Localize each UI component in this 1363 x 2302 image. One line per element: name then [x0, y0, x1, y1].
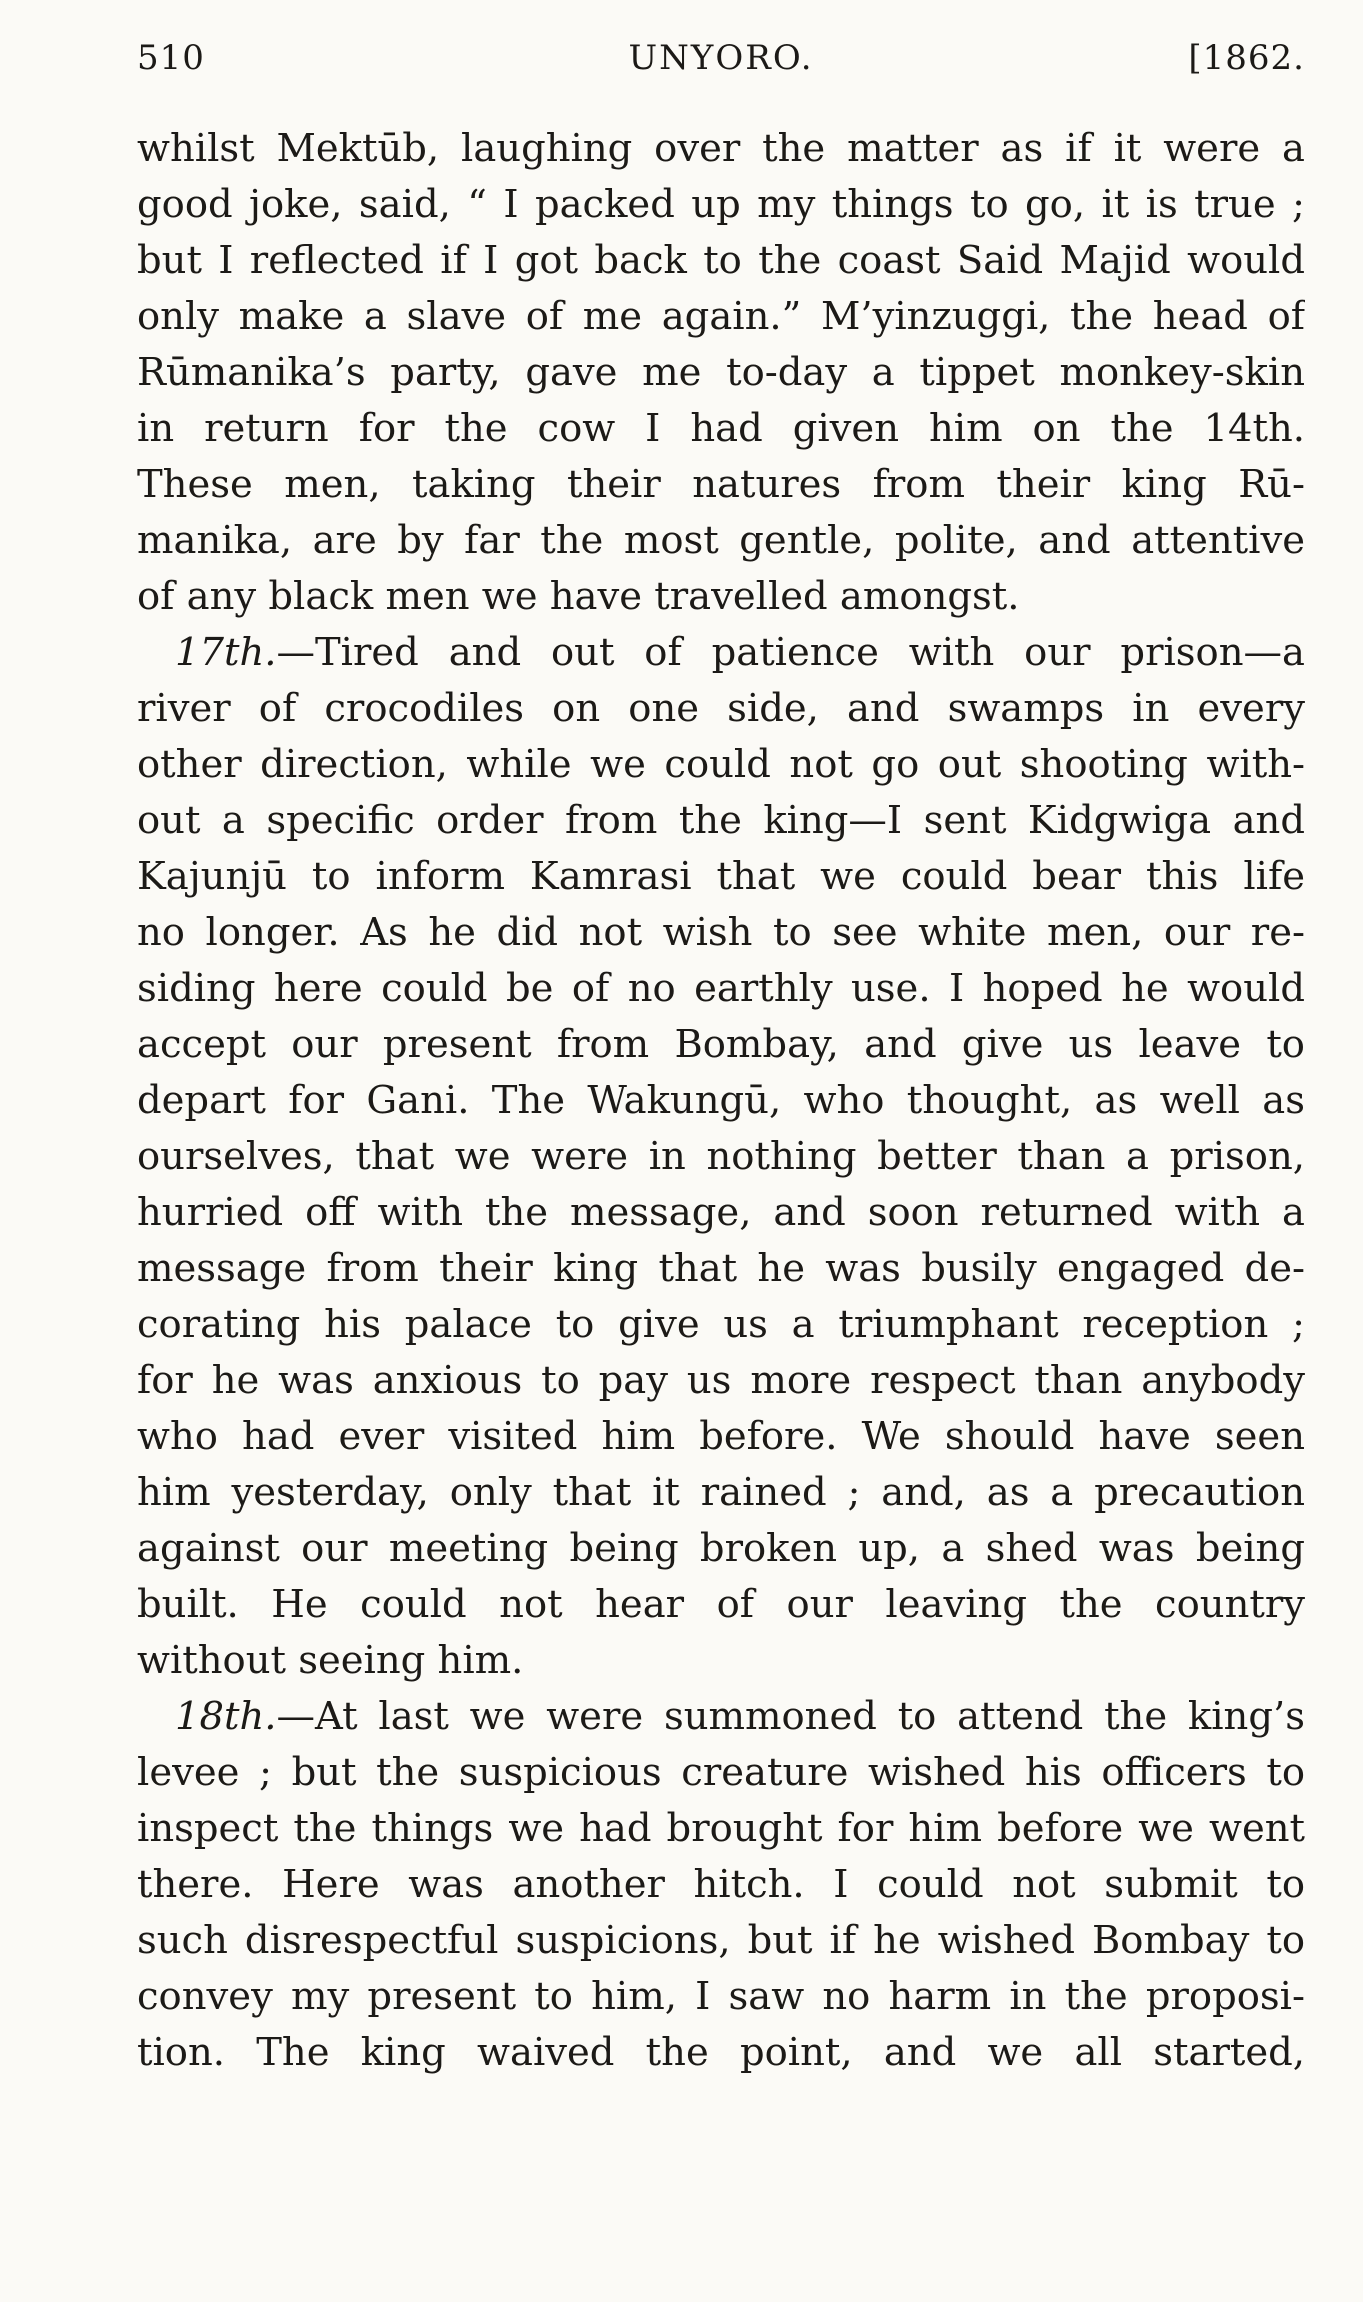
text-line	[137, 1857, 1305, 1913]
line-text: inspect the things we had brought for him before we went	[137, 1806, 1305, 1851]
text-line	[137, 1745, 1305, 1801]
line-text: corating his palace to give us a triumphant reception ;	[137, 1302, 1305, 1347]
line-text: Rūmanika’s party, gave me to-day a tippet monkey-skin	[137, 350, 1305, 395]
text-line	[137, 737, 1305, 793]
line-text: accept our present from Bombay, and give us leave to	[137, 1022, 1305, 1067]
text-line	[137, 457, 1305, 513]
line-text: other direction, while we could not go out shooting with-	[137, 742, 1305, 787]
line-text: in return for the cow I had given him on the 14th.	[137, 406, 1305, 451]
text-line	[137, 681, 1305, 737]
body-text	[137, 121, 1305, 2081]
journal-date: 18th.	[175, 1694, 277, 1739]
line-text: depart for Gani. The Wakungū, who thought, as well as	[137, 1078, 1305, 1123]
text-line	[137, 121, 1305, 177]
text-line	[137, 2025, 1305, 2081]
text-line	[137, 1633, 1305, 1689]
line-text: for he was anxious to pay us more respect than anybody	[137, 1358, 1305, 1403]
line-text: without seeing him.	[137, 1638, 524, 1683]
line-text: hurried off with the message, and soon returned with a	[137, 1190, 1305, 1235]
line-text: there. Here was another hitch. I could not submit to	[137, 1862, 1305, 1907]
text-line	[137, 1913, 1305, 1969]
line-text: river of crocodiles on one side, and swamps in every	[137, 686, 1305, 731]
journal-date: 17th.	[175, 630, 277, 675]
line-text: only make a slave of me again.” M’yinzuggi, the head of	[137, 294, 1305, 339]
text-line	[137, 569, 1305, 625]
line-text: no longer. As he did not wish to see white men, our re-	[137, 910, 1305, 955]
text-line	[137, 793, 1305, 849]
line-text: ourselves, that we were in nothing better than a prison,	[137, 1134, 1305, 1179]
line-text: —Tired and out of patience with our prison—a	[276, 630, 1305, 675]
line-text: siding here could be of no earthly use. I hoped he would	[137, 966, 1305, 1011]
text-line	[137, 1465, 1305, 1521]
text-line	[137, 1409, 1305, 1465]
line-text: Kajunjū to inform Kamrasi that we could bear this life	[137, 854, 1305, 899]
line-text: These men, taking their natures from their king Rū-	[137, 462, 1305, 507]
text-line	[137, 1353, 1305, 1409]
text-line	[137, 345, 1305, 401]
text-line	[137, 1017, 1305, 1073]
line-text: levee ; but the suspicious creature wished his officers to	[137, 1750, 1305, 1795]
line-text: against our meeting being broken up, a shed was being	[137, 1526, 1305, 1571]
running-title: UNYORO.	[628, 38, 814, 78]
line-text: out a specific order from the king—I sent Kidgwiga and	[137, 798, 1305, 843]
text-line	[137, 1185, 1305, 1241]
line-text: such disrespectful suspicions, but if he wished Bombay to	[137, 1918, 1305, 1963]
text-line	[137, 233, 1305, 289]
text-line	[137, 1297, 1305, 1353]
text-line	[137, 289, 1305, 345]
line-text: built. He could not hear of our leaving the country	[137, 1582, 1305, 1627]
line-text: manika, are by far the most gentle, polite, and attentive	[137, 518, 1305, 563]
line-text: convey my present to him, I saw no harm in the proposi-	[137, 1974, 1305, 2019]
text-line	[137, 1521, 1305, 1577]
line-text: tion. The king waived the point, and we all started,	[137, 2030, 1305, 2075]
text-line	[137, 625, 1305, 681]
text-line	[137, 401, 1305, 457]
header-year: [1862.	[1188, 38, 1305, 78]
text-line	[137, 1129, 1305, 1185]
line-text: him yesterday, only that it rained ; and, as a precaution	[137, 1470, 1305, 1515]
page-number: 510	[137, 38, 205, 78]
text-line	[137, 1969, 1305, 2025]
text-line	[137, 1801, 1305, 1857]
line-text: but I reflected if I got back to the coast Said Majid would	[137, 238, 1305, 283]
line-text: who had ever visited him before. We should have seen	[137, 1414, 1305, 1459]
text-line	[137, 1241, 1305, 1297]
text-line	[137, 1577, 1305, 1633]
page-header	[137, 28, 1305, 88]
text-line	[137, 1689, 1305, 1745]
line-text: of any black men we have travelled amongst.	[137, 574, 1020, 619]
line-text: —At last we were summoned to attend the king’s	[276, 1694, 1305, 1739]
text-line	[137, 177, 1305, 233]
text-line	[137, 961, 1305, 1017]
line-text: good joke, said, “ I packed up my things to go, it is true ;	[137, 182, 1305, 227]
line-text: message from their king that he was busily engaged de-	[137, 1246, 1305, 1291]
text-line	[137, 1073, 1305, 1129]
text-line	[137, 849, 1305, 905]
text-line	[137, 905, 1305, 961]
line-text: whilst Mektūb, laughing over the matter as if it were a	[137, 126, 1305, 171]
text-line	[137, 513, 1305, 569]
